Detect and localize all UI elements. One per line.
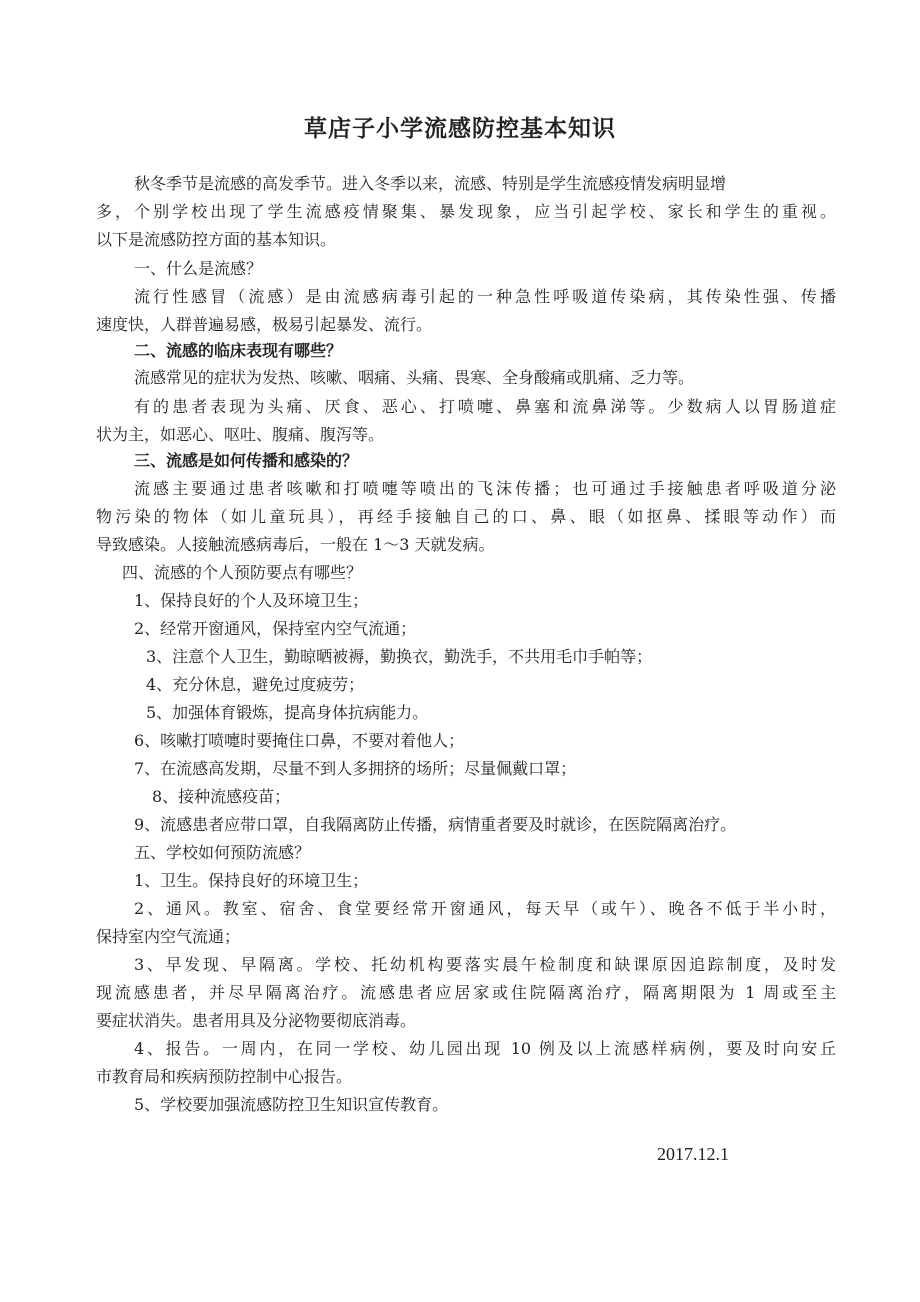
list-item: 8、接种流感疫苗；	[152, 787, 291, 806]
section-heading: 一、什么是流感？	[134, 259, 263, 278]
list-item: 4、报告。一周内，在同一学校、幼儿园出现 10 例及以上流感样病例，要及时向安丘	[134, 1039, 836, 1058]
section-heading: 四、流感的个人预防要点有哪些？	[122, 563, 363, 582]
section-heading: 三、流感是如何传播和感染的？	[134, 451, 359, 470]
paragraph-line: 物污染的物体（如儿童玩具），再经手接触自己的口、鼻、眼（如抠鼻、揉眼等动作）而	[96, 507, 836, 526]
list-item: 6、咳嗽打喷嚏时要掩住口鼻，不要对着他人；	[134, 731, 465, 750]
paragraph-line: 速度快，人群普遍易感，极易引起暴发、流行。	[96, 315, 433, 334]
list-item: 3、早发现、早隔离。学校、托幼机构要落实晨午检制度和缺课原因追踪制度，及时发	[134, 955, 836, 974]
intro-line: 秋冬季节是流感的高发季节。进入冬季以来，流感、特别是学生流感疫情发病明显增	[134, 174, 727, 193]
list-item: 2、经常开窗通风，保持室内空气流通；	[134, 619, 417, 638]
list-item: 7、在流感高发期，尽量不到人多拥挤的场所；尽量佩戴口罩；	[134, 759, 577, 778]
list-item-continuation: 市教育局和疾病预防控制中心报告。	[96, 1067, 353, 1086]
paragraph-line: 导致感染。人接触流感病毒后，一般在 1～3 天就发病。	[96, 535, 495, 554]
page-title: 草店子小学流感防控基本知识	[304, 115, 616, 142]
list-item-continuation: 现流感患者，并尽早隔离治疗。流感患者应居家或住院隔离治疗，隔离期限为 1 周或至主	[96, 983, 836, 1002]
paragraph-line: 有的患者表现为头痛、厌食、恶心、打喷嚏、鼻塞和流鼻涕等。少数病人以胃肠道症	[134, 397, 836, 416]
paragraph-line: 流行性感冒（流感）是由流感病毒引起的一种急性呼吸道传染病，其传染性强、传播	[134, 287, 836, 306]
list-item: 5、加强体育锻炼，提高身体抗病能力。	[146, 703, 429, 722]
paragraph-line: 流感主要通过患者咳嗽和打喷嚏等喷出的飞沫传播；也可通过手接触患者呼吸道分泌	[134, 479, 836, 498]
list-item: 4、充分休息，避免过度疲劳；	[146, 675, 365, 694]
list-item-continuation: 要症状消失。患者用具及分泌物要彻底消毒。	[96, 1011, 417, 1030]
paragraph-line: 状为主，如恶心、呕吐、腹痛、腹泻等。	[96, 425, 385, 444]
list-item: 9、流感患者应带口罩，自我隔离防止传播，病情重者要及时就诊，在医院隔离治疗。	[134, 815, 737, 834]
list-item: 2、通风。教室、宿舍、食堂要经常开窗通风，每天早（或午）、晚各不低于半小时，	[134, 899, 836, 918]
intro-line: 以下是流感防控方面的基本知识。	[96, 230, 337, 249]
paragraph-line: 流感常见的症状为发热、咳嗽、咽痛、头痛、畏寒、全身酸痛或肌痛、乏力等。	[134, 368, 695, 387]
intro-line: 多，个别学校出现了学生流感疫情聚集、暴发现象，应当引起学校、家长和学生的重视。	[96, 202, 836, 221]
list-item: 5、学校要加强流感防控卫生知识宣传教育。	[134, 1095, 449, 1114]
list-item: 1、保持良好的个人及环境卫生；	[134, 591, 369, 610]
list-item-continuation: 保持室内空气流通；	[96, 927, 241, 946]
section-heading: 二、流感的临床表现有哪些？	[134, 341, 343, 360]
document-date: 2017.12.1	[657, 1144, 729, 1164]
list-item: 1、卫生。保持良好的环境卫生；	[134, 871, 369, 890]
list-item: 3、注意个人卫生，勤晾晒被褥，勤换衣，勤洗手，不共用毛巾手帕等；	[146, 647, 653, 666]
section-heading: 五、学校如何预防流感？	[134, 843, 311, 862]
